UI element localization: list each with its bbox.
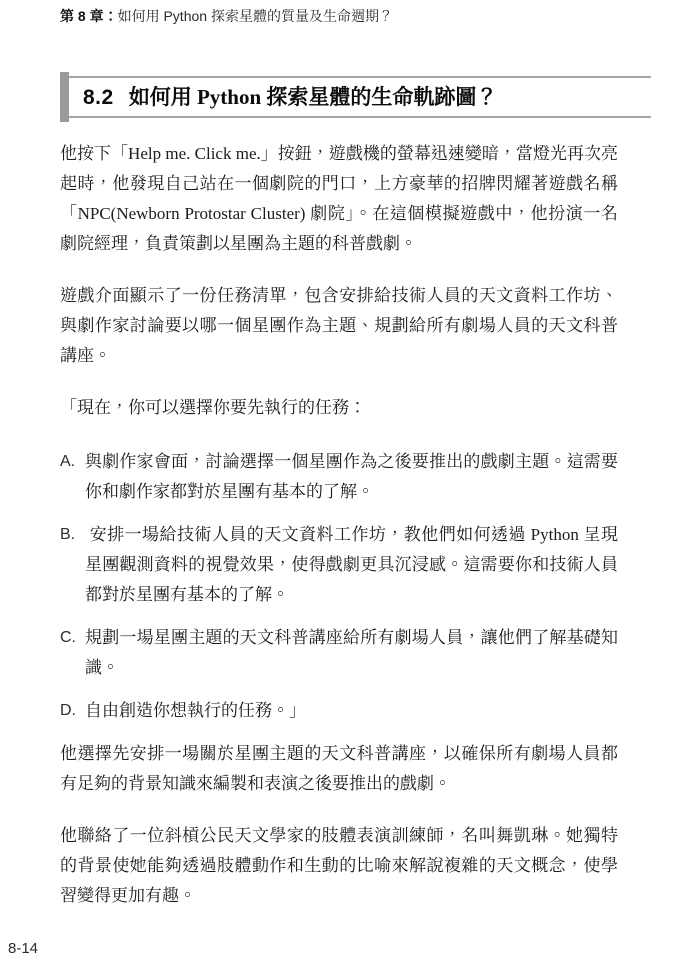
task-item-c bbox=[60, 623, 618, 683]
paragraph-trainer: 他聯絡了一位斜槓公民天文學家的肢體表演訓練師，名叫舞凱琳。她獨特的背景使她能夠透過肢體動作和生動的比喻來解說複雜的天文概念，使學習變得更加有趣。 bbox=[60, 826, 618, 905]
section-title bbox=[60, 78, 651, 117]
paragraph-choice: 他選擇先安排一場關於星團主題的天文科普講座，以確保所有劇場人員都有足夠的背景知識來編製和表演之後要推出的戲劇。 bbox=[60, 744, 618, 793]
task-list-intro: 「現在，你可以選擇你要先執行的任務： bbox=[60, 398, 366, 417]
task-item-a-text: 與劇作家會面，討論選擇一個星團作為之後要推出的戲劇主題。這需要你和劇作家都對於星團有基本的了解。 bbox=[85, 452, 618, 501]
section-title-text: 如何用 Python 探索星體的生命軌跡圖？ bbox=[128, 85, 498, 109]
task-item-b-label: B. bbox=[60, 526, 76, 543]
chapter-title: 如何用 Python 探索星體的質量及生命週期？ bbox=[117, 8, 393, 24]
task-item-d-text: 自由創造你想執行的任務。」 bbox=[85, 701, 306, 720]
task-item-d-label: D. bbox=[60, 702, 76, 719]
chapter-label: 第 8 章： bbox=[60, 8, 118, 24]
running-header bbox=[60, 7, 393, 25]
task-item-a-label: A. bbox=[60, 453, 76, 470]
accent-bar bbox=[60, 72, 69, 122]
section-number: 8.2 bbox=[83, 86, 114, 109]
task-item-c-label: C. bbox=[60, 629, 76, 646]
task-item-c-text: 規劃一場星團主題的天文科普講座給所有劇場人員，讓他們了解基礎知識。 bbox=[85, 628, 618, 677]
paragraph-game-start: 他按下「Help me. Click me.」按鈕，遊戲機的螢幕迅速變暗，當燈光再次亮起時，他發現自己站在一個劇院的門口，上方豪華的招牌閃耀著遊戲名稱「NPC(Newborn Protostar Cluster) 劇院」。在這個模擬遊戲中，他扮演一名劇院經理，負責策劃以星團為主題的科普戲劇。 bbox=[60, 144, 618, 253]
task-item-b bbox=[60, 520, 618, 610]
task-item-a bbox=[60, 447, 618, 507]
section-heading bbox=[60, 76, 651, 118]
page-number: 8-14 bbox=[8, 940, 39, 957]
task-item-b-text: 安排一場給技術人員的天文資料工作坊，教他們如何透過 Python 呈現星團觀測資料的視覺效果，使得戲劇更具沉浸感。這需要你和技術人員都對於星團有基本的了解。 bbox=[85, 525, 618, 604]
paragraph-task-list-overview: 遊戲介面顯示了一份任務清單，包含安排給技術人員的天文資料工作坊、與劇作家討論要以哪一個星團作為主題、規劃給所有劇場人員的天文科普講座。 bbox=[60, 286, 618, 365]
task-list bbox=[60, 447, 618, 726]
page-body bbox=[60, 116, 618, 933]
page-footer bbox=[8, 940, 38, 957]
task-item-d bbox=[60, 696, 618, 726]
